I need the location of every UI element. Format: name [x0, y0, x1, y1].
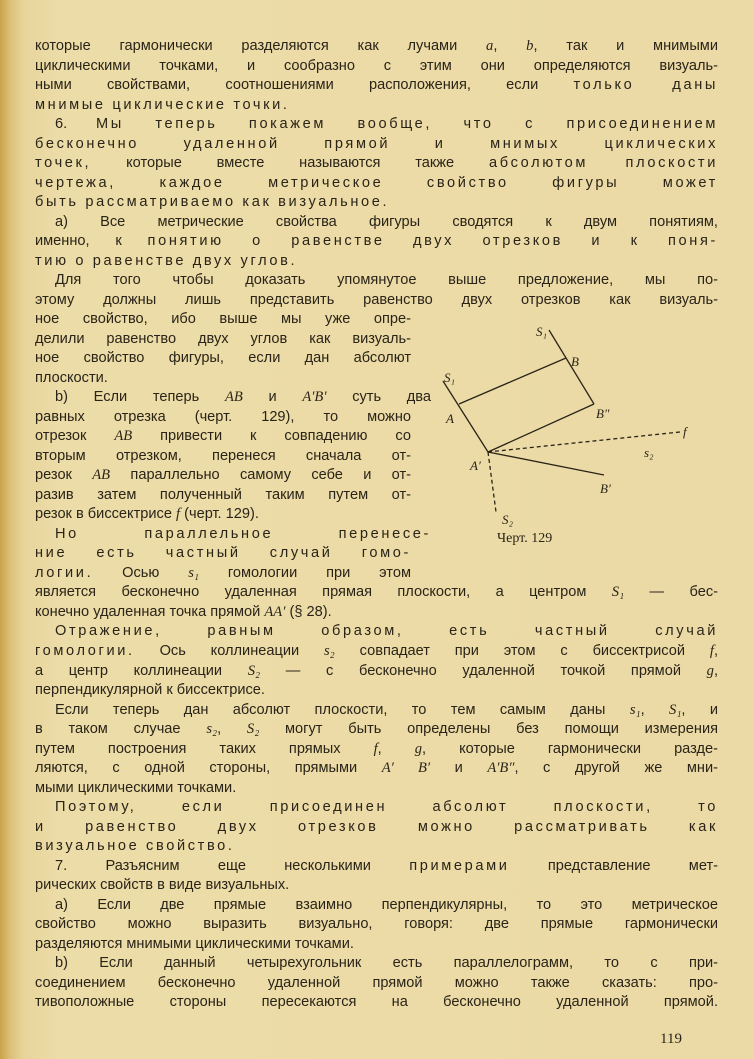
emphasized-text: быть рассматриваемо как визуальное. — [35, 194, 390, 211]
math-symbol: A′B′ — [302, 389, 327, 406]
text-line — [35, 622, 718, 642]
text-line — [35, 271, 718, 291]
text-line — [35, 37, 718, 57]
text-segment: и — [242, 389, 303, 406]
emphasized-text: ние есть частный случай гомо- — [35, 545, 411, 562]
label-f: f — [683, 424, 687, 439]
text-segment: циклическими точками, и сообразно с этим они определяются визуаль- — [35, 57, 718, 74]
segment-A1B1 — [488, 452, 604, 475]
text-segment: гомологии при этом — [198, 564, 411, 581]
math-symbol: S₂ — [246, 721, 260, 738]
text-segment: ное свойство фигуры, если дан абсолют — [35, 350, 411, 367]
emphasized-text: только даны — [573, 77, 718, 94]
math-symbol: s₁ — [629, 701, 641, 718]
text-segment: Осью — [93, 564, 189, 581]
text-segment: Ось коллинеации — [134, 642, 324, 659]
text-segment: , — [713, 662, 718, 679]
emphasized-text: и равенство двух отрезков можно рассматривать как — [35, 818, 718, 835]
emphasized-text: примерами — [409, 857, 510, 874]
text-line — [35, 876, 718, 896]
text-segment: — с бесконечно удаленной точкой прямой — [260, 662, 707, 679]
emphasized-text: логии. — [35, 564, 94, 581]
text-line — [35, 486, 411, 506]
text-segment: вторым отрезком, перенеся сначала от- — [35, 447, 411, 464]
text-line — [35, 330, 411, 350]
text-segment: а центр коллинеации — [35, 662, 248, 679]
text-segment: совпадает при этом с биссектрисой — [334, 642, 710, 659]
text-segment: резок — [35, 467, 93, 484]
text-line — [35, 174, 718, 194]
text-line — [35, 603, 718, 623]
text-line — [35, 642, 718, 662]
text-segment: разделяются мнимыми циклическими точками. — [35, 935, 354, 952]
text-segment: b) Если теперь — [55, 389, 225, 406]
text-segment: могут быть определены без помощи измерения — [259, 721, 718, 738]
text-segment: а) Если две прямые взаимно перпендикулярны, то это метрическое — [55, 896, 718, 913]
text-line — [35, 505, 411, 525]
text-segment: и — [430, 760, 488, 777]
text-segment: параллельно самому себе и от- — [110, 467, 412, 484]
text-line — [35, 740, 718, 760]
text-segment: резок в биссектрисе — [35, 506, 176, 523]
emphasized-text: Отражение, равным образом, есть частный случай — [55, 623, 718, 640]
emphasized-text: точек, — [35, 155, 92, 172]
math-symbol: b — [526, 38, 534, 54]
text-segment: , — [493, 38, 527, 54]
text-segment: плоскости. — [35, 369, 108, 386]
emphasized-text: Но параллельное перенесе- — [55, 525, 431, 542]
math-symbol: s₂ — [206, 721, 218, 738]
text-line — [35, 564, 411, 584]
emphasized-text: Мы теперь покажем вообще, что с присоединением — [95, 116, 718, 133]
text-line — [35, 720, 718, 740]
text-segment: которые гармонически разделяются как лучами — [35, 38, 487, 54]
label-S1-top: S₁ — [536, 324, 548, 339]
text-segment: — бес- — [624, 584, 718, 601]
text-line — [35, 662, 718, 682]
text-line — [35, 232, 718, 252]
math-symbol: f — [176, 506, 181, 523]
text-segment: , с другой же мни- — [514, 760, 718, 777]
text-segment: равных отрезка (черт. 129), то можно — [35, 408, 411, 425]
text-line — [35, 310, 411, 330]
text-line — [35, 896, 718, 916]
segment-AB — [459, 358, 566, 404]
text-segment: привести к совпадению со — [132, 428, 411, 445]
text-line — [35, 408, 411, 428]
text-segment: именно, к — [35, 233, 148, 250]
segment-A1B2 — [488, 404, 594, 452]
emphasized-text: визуальное свойство. — [35, 838, 235, 855]
text-line — [35, 447, 411, 467]
label-s2: s₂ — [644, 445, 654, 460]
text-segment: тивоположные стороны пересекаются на бесконечно удаленной прямой. — [35, 994, 718, 1011]
math-symbol: AA′ — [264, 603, 286, 620]
math-symbol: f — [709, 642, 714, 659]
text-segment: в таком случае — [35, 721, 207, 738]
math-symbol: a — [486, 38, 494, 54]
emphasized-text: чертежа, каждое метрическое свойство фигуры может — [35, 174, 718, 191]
axis-S2 — [488, 452, 496, 512]
math-symbol: A′B″ — [487, 760, 515, 777]
text-segment: путем построения таких прямых — [35, 740, 374, 757]
text-line — [35, 57, 718, 77]
text-line — [35, 388, 431, 408]
text-segment: , так и мнимыми — [533, 38, 718, 54]
text-segment: Для того чтобы доказать упомянутое выше предложение, мы по- — [55, 272, 718, 289]
text-line — [35, 369, 411, 389]
figure-caption: Черт. 129 — [497, 531, 553, 546]
text-segment: суть два — [326, 389, 431, 406]
text-segment: отрезок — [35, 428, 115, 445]
label-B1: B′ — [600, 481, 611, 496]
text-segment: , — [640, 701, 670, 718]
text-line — [35, 76, 718, 96]
text-line — [35, 466, 411, 486]
math-symbol: s₁ — [188, 564, 199, 581]
emphasized-text: гомологии. — [35, 642, 135, 659]
text-segment: , — [217, 721, 247, 738]
text-line — [35, 213, 718, 233]
text-segment: конечно удаленная точка прямой — [35, 603, 265, 620]
text-segment: делили равенство двух углов как визуаль- — [35, 330, 411, 347]
text-line — [35, 583, 718, 603]
text-segment: перпендикулярной к биссектрисе. — [35, 682, 265, 699]
text-line — [35, 837, 718, 857]
text-line — [35, 857, 718, 877]
text-line — [35, 349, 411, 369]
text-line — [35, 193, 718, 213]
text-segment: представление мет- — [509, 857, 718, 874]
text-segment: (черт. 129). — [180, 506, 259, 523]
label-B2: B″ — [596, 406, 610, 421]
text-segment: а) Все метрические свойства фигуры сводятся к двум понятиям, — [55, 213, 718, 230]
text-line — [35, 252, 718, 272]
text-line — [35, 96, 718, 116]
math-symbol: S₂ — [247, 662, 261, 679]
text-segment: , — [713, 642, 718, 659]
text-segment: 7. Разъясним еще несколькими — [55, 857, 410, 874]
label-A: A — [446, 411, 454, 426]
text-line — [35, 798, 718, 818]
label-S1-left: S₁ — [444, 370, 456, 385]
text-segment: ное свойство, ибо выше мы уже опре- — [35, 311, 411, 328]
math-symbol: A′ B′ — [381, 760, 431, 777]
text-line — [35, 954, 718, 974]
text-segment: которые вместе называются также — [91, 155, 490, 172]
text-segment: , которые гармонически разде- — [422, 740, 718, 757]
text-line — [35, 291, 718, 311]
emphasized-text: мнимые циклические точки. — [35, 96, 290, 113]
text-segment: Если теперь дан абсолют плоскости, то тем самым даны — [55, 701, 630, 718]
emphasized-text: абсолютом плоскости — [489, 155, 718, 172]
math-symbol: AB — [224, 389, 243, 406]
math-symbol: S₁ — [611, 584, 625, 601]
text-segment: мыми циклическими точками. — [35, 779, 237, 796]
math-symbol: AB — [114, 428, 133, 445]
text-segment: , и — [681, 701, 719, 718]
text-line — [35, 681, 718, 701]
text-line — [35, 154, 718, 174]
text-segment: b) Если данный четырехугольник есть параллелограмм, то с при- — [55, 955, 718, 972]
figure-129 — [420, 318, 720, 558]
math-symbol: S₁ — [669, 701, 682, 718]
page-number: 119 — [660, 1031, 682, 1047]
text-segment: 6. — [55, 116, 96, 133]
text-line — [35, 993, 718, 1013]
math-symbol: g — [414, 740, 423, 757]
math-symbol: f — [373, 740, 378, 757]
label-A1: A′ — [470, 458, 481, 473]
math-symbol: s₂ — [324, 642, 335, 659]
emphasized-text: понятию о равенстве двух отрезков и к поня- — [147, 233, 718, 250]
text-line — [35, 759, 718, 779]
text-segment: (§ 28). — [285, 603, 332, 620]
text-line — [35, 115, 718, 135]
text-segment: соединением бесконечно удаленной прямой можно также сказать: про- — [35, 974, 718, 991]
math-symbol: AB — [92, 467, 111, 484]
text-line — [35, 779, 718, 799]
emphasized-text: бесконечно удаленной прямой и мнимых циклических — [35, 135, 718, 152]
text-segment: разив затем полученный таким путем от- — [35, 486, 411, 503]
text-line — [35, 525, 431, 545]
text-segment: рических свойств в виде визуальных. — [35, 877, 290, 894]
text-line — [35, 135, 718, 155]
text-segment: ными свойствами, соотношениями расположения, если — [35, 77, 574, 94]
text-segment: ляются, с одной стороны, прямыми — [35, 760, 382, 777]
math-symbol: g — [706, 662, 714, 679]
text-line — [35, 701, 718, 721]
text-line — [35, 935, 718, 955]
text-line — [35, 974, 718, 994]
text-segment: свойство можно выразить визуально, говоря: две прямые гармонически — [35, 916, 718, 933]
text-segment: этому должны лишь представить равенство двух отрезков как визуаль- — [35, 291, 718, 308]
text-line — [35, 544, 411, 564]
text-segment: является бесконечно удаленная прямая плоскости, а центром — [35, 584, 612, 601]
text-line — [35, 818, 718, 838]
emphasized-text: тию о равенстве двух углов. — [35, 252, 298, 269]
emphasized-text: Поэтому, если присоединен абсолют плоскости, то — [55, 799, 718, 816]
text-line — [35, 427, 411, 447]
label-B: B — [571, 354, 579, 369]
text-segment: , — [377, 740, 415, 757]
label-S2: S₂ — [502, 512, 514, 527]
text-line — [35, 915, 718, 935]
